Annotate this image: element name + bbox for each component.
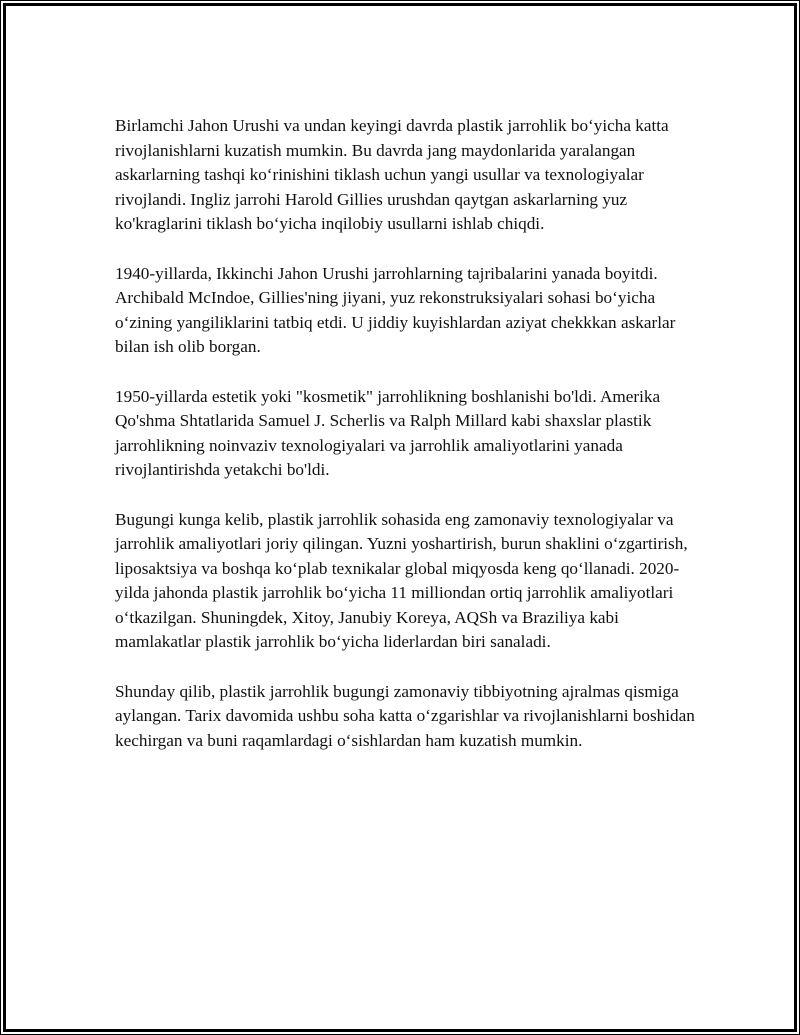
document-body: [115, 114, 695, 778]
paragraph-1: Birlamchi Jahon Urushi va undan keyingi davrda plastik jarrohlik bo‘yicha katta rivojlanishlarni kuzatish mumkin. Bu davrda jang maydonlarida yaralangan askarlarning tashqi ko‘rinishini tiklash uchun yangi usullar va texnologiyalar rivojlandi. Ingliz jarrohi Harold Gillies urushdan qaytgan askarlarning yuz ko'kraglarini tiklash bo‘yicha inqilobiy usullarni ishlab chiqdi.: [115, 116, 669, 234]
paragraph-2: 1940-yillarda, Ikkinchi Jahon Urushi jarrohlarning tajribalarini yanada boyitdi. Archibald McIndoe, Gillies'ning jiyani, yuz rekonstruksiyalari sohasi bo‘yicha o‘zining yangiliklarini tatbiq etdi. U jiddiy kuyishlardan aziyat chekkkan askarlar bilan ish olib borgan.: [115, 263, 676, 357]
paragraph-5: Shunday qilib, plastik jarrohlik bugungi zamonaviy tibbiyotning ajralmas qismiga aylangan. Tarix davomida ushbu soha katta o‘zgarishlar va rivojlanishlarni boshidan kechirgan va buni raqamlardagi o‘sishlardan ham kuzatish mumkin.: [115, 681, 695, 750]
paragraph-3: 1950-yillarda estetik yoki "kosmetik" jarrohlikning boshlanishi bo'ldi. Amerika Qo'shma Shtatlarida Samuel J. Scherlis va Ralph Millard kabi shaxslar plastik jarrohlikning noinvaziv texnologiyalari va jarrohlik amaliyotlarini yanada rivojlantirishda yetakchi bo'ldi.: [115, 386, 661, 480]
paragraph-4: Bugungi kunga kelib, plastik jarrohlik sohasida eng zamonaviy texnologiyalar va jarrohlik amaliyotlari joriy qilingan. Yuzni yoshartirish, burun shaklini o‘zgartirish, liposaktsiya va boshqa ko‘plab texnikalar global miqyosda keng qo‘llanadi. 2020-yilda jahonda plastik jarrohlik bo‘yicha 11 milliondan ortiq jarrohlik amaliyotlari o‘tkazilgan. Shuningdek, Xitoy, Janubiy Koreya, AQSh va Braziliya kabi mamlakatlar plastik jarrohlik bo‘yicha liderlardan biri sanaladi.: [115, 509, 688, 652]
